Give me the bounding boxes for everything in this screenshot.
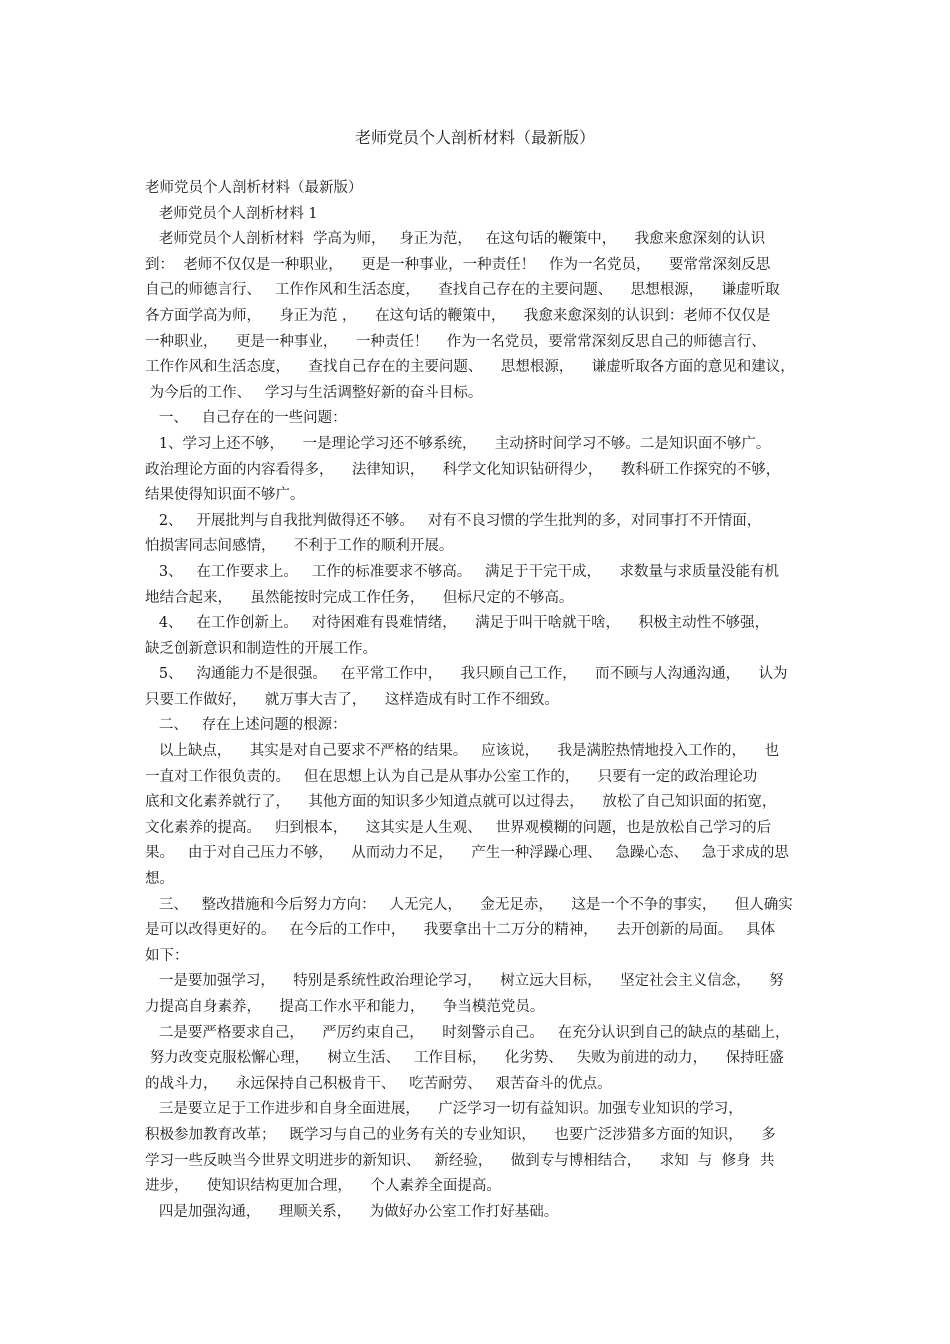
text-line: 的战斗力， 永远保持自己积极肯干、 吃苦耐劳、 艰苦奋斗的优点。: [145, 1075, 612, 1092]
text-line: 以上缺点， 其实是对自己要求不严格的结果。 应该说， 我是满腔热情地投入工作的， 也: [145, 743, 779, 760]
text-line: 1、学习上还不够， 一是理论学习还不够系统， 主动挤时间学习不够。二是知识面不够广。: [145, 435, 771, 452]
text-line: 二、 存在上述问题的根源：: [145, 717, 347, 734]
text-line: 二是要严格要求自己， 严厉约束自己， 时刻警示自己。 在充分认识到自己的缺点的基础上，: [145, 1024, 790, 1041]
text-line: 老师党员个人剖析材料 1: [145, 205, 318, 222]
text-line: 老师党员个人剖析材料 学高为师， 身正为范， 在这句话的鞭策中， 我愈来愈深刻的认识: [145, 231, 766, 248]
text-line: 一是要加强学习， 特别是系统性政治理论学习， 树立远大目标， 坚定社会主义信念， 努: [145, 973, 784, 990]
text-line: 政治理论方面的内容看得多， 法律知识， 科学文化知识钻研得少， 教科研工作探究的不够，: [145, 461, 781, 478]
text-line: 到： 老师不仅仅是一种职业， 更是一种事业，一种责任！ 作为一名党员， 要常常深刻反思: [145, 256, 771, 273]
text-line: 积极参加教育改革； 既学习与自己的业务有关的专业知识， 也要广泛涉猎多方面的知识， 多: [145, 1126, 776, 1143]
text-line: 进步， 使知识结构更加合理， 个人素养全面提高。: [145, 1178, 501, 1195]
text-line: 想。: [145, 871, 174, 888]
text-line: 四是加强沟通， 理顺关系， 为做好办公室工作打好基础。: [145, 1203, 559, 1220]
text-line: 为今后的工作、 学习与生活调整好新的奋斗目标。: [145, 384, 483, 401]
text-line: 工作作风和生活态度， 查找自己存在的主要问题、 思想根源， 谦虚听取各方面的意见和建议，: [145, 359, 795, 376]
text-line: 老师党员个人剖析材料（最新版）: [145, 180, 363, 196]
text-line: 力提高自身素养， 提高工作水平和能力， 争当模范党员。: [145, 999, 545, 1015]
text-line: 三、 整改措施和今后努力方向： 人无完人， 金无足赤， 这是一个不争的事实， 但人确实: [145, 896, 793, 913]
text-line: 3、 在工作要求上。 工作的标准要求不够高。 满足于干完干成， 求数量与求质量没能有机: [145, 563, 779, 580]
text-line: 三是要立足于工作进步和自身全面进展， 广泛学习一切有益知识。加强专业知识的学习，: [145, 1101, 743, 1118]
text-line: 学习一些反映当今世界文明进步的新知识、 新经验， 做到专与博相结合， 求知 与 修身 共: [145, 1152, 775, 1169]
text-line: 一种职业， 更是一种事业， 一种责任！ 作为一名党员，要常常深刻反思自己的师德言行、: [145, 333, 766, 350]
text-line: 果。 由于对自己压力不够， 从而动力不足， 产生一种浮躁心理、 急躁心态、 急于求成的思: [145, 845, 789, 862]
document-body: [145, 176, 810, 1225]
text-line: 一、 自己存在的一些问题：: [145, 410, 347, 427]
text-line: 4、 在工作创新上。 对待困难有畏难情绪， 满足于叫干啥就干啥， 积极主动性不够强，: [145, 615, 770, 632]
text-line: 只要工作做好， 就万事大吉了， 这样造成有时工作不细致。: [145, 691, 559, 708]
text-line: 努力改变克服松懈心理， 树立生活、 工作目标， 化劣势、 失败为前进的动力， 保持旺盛: [145, 1050, 784, 1067]
text-line: 结果使得知识面不够广。: [145, 487, 305, 504]
document-title: 老师党员个人剖析材料（最新版）: [354, 128, 595, 147]
text-line: 地结合起来， 虽然能按时完成工作任务， 但标尺定的不够高。: [145, 589, 574, 606]
text-line: 底和文化素养就行了， 其他方面的知识多少知道点就可以过得去， 放松了自己知识面的拓宽，: [145, 794, 777, 811]
text-line: 5、 沟通能力不是很强。 在平常工作中， 我只顾自己工作， 而不顾与人沟通沟通， 认为: [145, 666, 788, 683]
text-line: 缺乏创新意识和制造性的开展工作。: [145, 640, 377, 657]
text-line: 是可以改得更好的。 在今后的工作中， 我要拿出十二万分的精神， 去开创新的局面。 具体: [145, 922, 776, 939]
text-line: 一直对工作很负责的。 但在思想上认为自己是从事办公室工作的， 只要有一定的政治理论功: [145, 768, 758, 785]
text-line: 文化素养的提高。 归到根本， 这其实是人生观、 世界观模糊的问题，也是放松自己学习的后: [145, 819, 772, 836]
text-line: 2、 开展批判与自我批判做得还不够。 对有不良习惯的学生批判的多，对同事打不开情面，: [145, 512, 762, 529]
text-line: 如下：: [145, 947, 189, 964]
text-line: 自己的师德言行、 工作作风和生活态度， 查找自己存在的主要问题、 思想根源， 谦虚听取: [145, 282, 780, 299]
text-line: 怕损害同志间感情， 不利于工作的顺利开展。: [145, 538, 454, 555]
text-line: 各方面学高为师， 身正为范 ， 在这句话的鞭策中， 我愈来愈深刻的认识到：老师不仅仅是: [145, 307, 771, 324]
